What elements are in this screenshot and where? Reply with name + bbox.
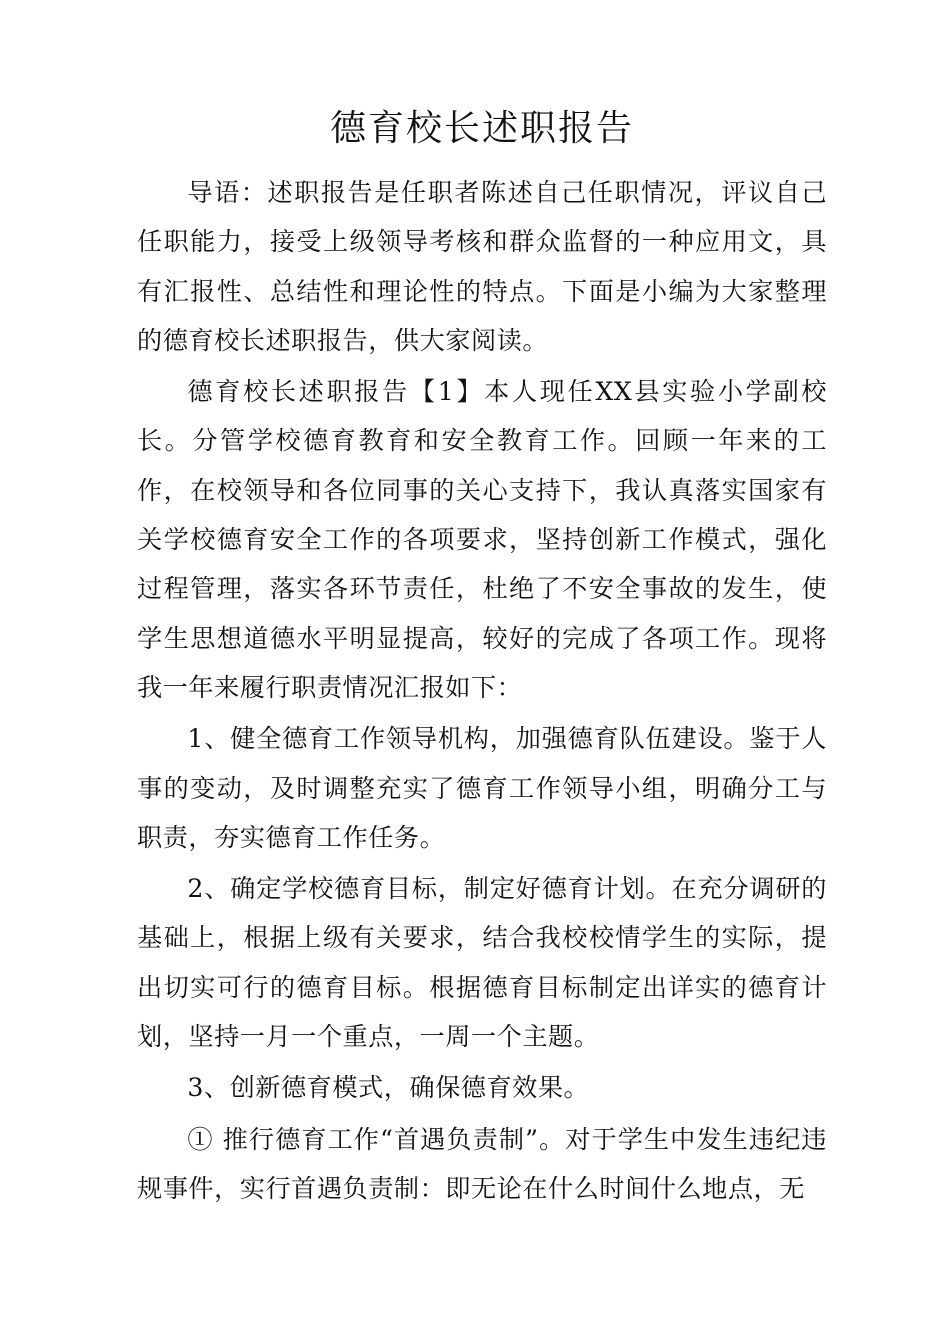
paragraph-intro: 导语：述职报告是任职者陈述自己任职情况，评议自己任职能力，接受上级领导考核和群众监督的一种应用文，具有汇报性、总结性和理论性的特点。下面是小编为大家整理的德育校长述职报告，供大家阅读。: [137, 178, 827, 355]
paragraph-item-1: 1、健全德育工作领导机构，加强德育队伍建设。鉴于人事的变动，及时调整充实了德育工作领导小组，明确分工与职责，夯实德育工作任务。: [137, 724, 827, 852]
paragraph-subitem-1: ① 推行德育工作“首遇负责制”。对于学生中发生违纪违规事件，实行首遇负责制：即无论在什么时间什么地点，无: [137, 1124, 827, 1203]
paragraph-item-3: 3、创新德育模式，确保德育效果。: [187, 1073, 590, 1103]
document-body: [137, 100, 827, 1215]
paragraph-item-2: 2、确定学校德育目标，制定好德育计划。在充分调研的基础上，根据上级有关要求，结合我校校情学生的实际，提出切实可行的德育目标。根据德育目标制定出详实的德育计划，坚持一月一个重点，一周一个主题。: [137, 874, 827, 1052]
document-title: 德育校长述职报告: [329, 108, 634, 149]
paragraph-report-opening: 德育校长述职报告【1】本人现任XX县实验小学副校长。分管学校德育教育和安全教育工作。回顾一年来的工作，在校领导和各位同事的关心支持下，我认真落实国家有关学校德育安全工作的各项要求，坚持创新工作模式，强化过程管理，落实各环节责任，杜绝了不安全事故的发生，使学生思想道德水平明显提高，较好的完成了各项工作。现将我一年来履行职责情况汇报如下：: [137, 377, 827, 702]
